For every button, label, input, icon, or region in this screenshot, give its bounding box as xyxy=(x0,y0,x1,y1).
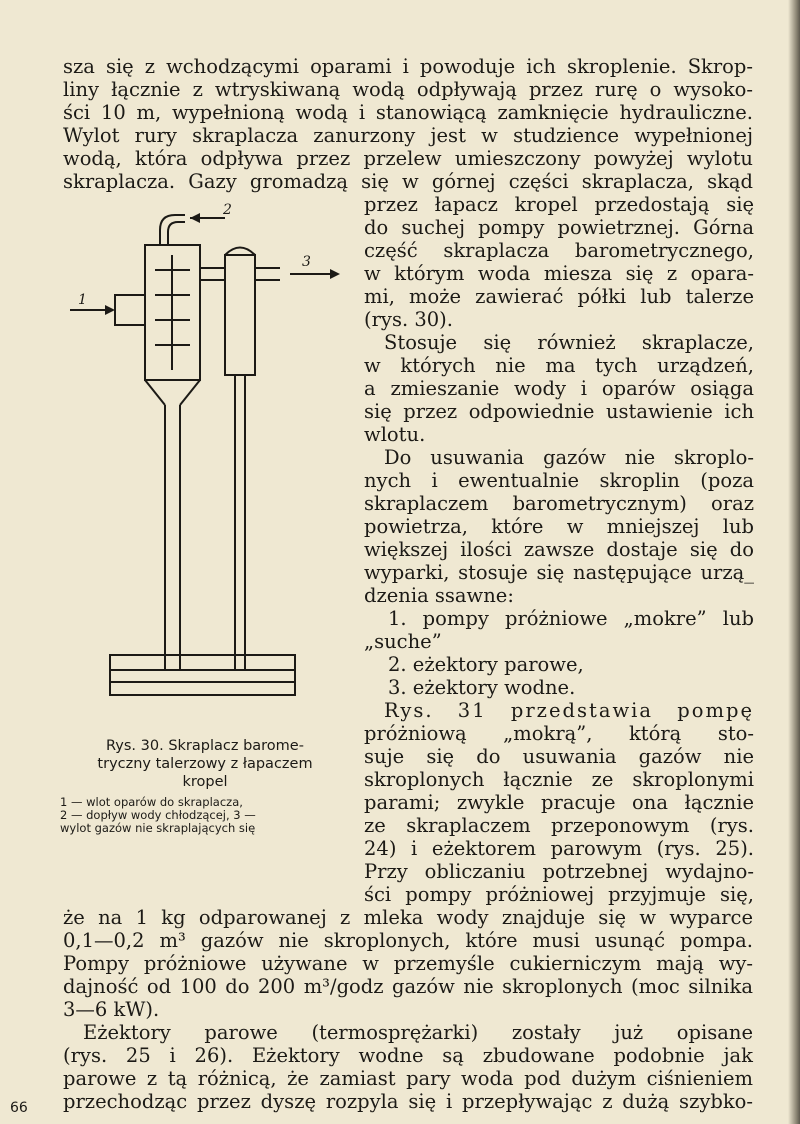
text-line: Wylot rury skraplacza zanurzony jest w studzience wypełnionej xyxy=(63,124,753,147)
text-line: że na 1 kg odparowanej z mleka wody znajduje się w wyparce xyxy=(63,906,753,929)
text-line: skroplonych łącznie ze skroplonymi xyxy=(364,768,754,791)
text-line: dajność od 100 do 200 m³/godz gazów nie skroplonych (moc silnika xyxy=(63,975,753,998)
text-line: (rys. 25 i 26). Eżektory wodne są zbudowane podobnie jak xyxy=(63,1044,753,1067)
text-line: ści 10 m, wypełnioną wodą i stanowiącą zamknięcie hydrauliczne. xyxy=(63,101,753,124)
text-line: dzenia ssawne: xyxy=(364,584,514,607)
text-line: a zmieszanie wody i oparów osiąga xyxy=(364,377,754,400)
text-line: powietrza, które w mniejszej lub xyxy=(364,515,754,538)
text-line: Stosuje się również skraplacze, xyxy=(384,331,754,354)
text-line: 24) i eżektorem parowym (rys. 25). xyxy=(364,837,754,860)
text-line: większej ilości zawsze dostaje się do xyxy=(364,538,754,561)
text-line: próżniową „mokrą”, którą sto- xyxy=(364,722,754,745)
text-line: do suchej pompy powietrznej. Górna xyxy=(364,216,754,239)
text-line: Do usuwania gazów nie skroplo- xyxy=(384,446,754,469)
label-2: 2 xyxy=(223,202,232,218)
text-line: 3—6 kW). xyxy=(63,998,160,1021)
text-line: ści pompy próżniowej przyjmuje się, xyxy=(364,883,754,906)
text-line: sza się z wchodzącymi oparami i powoduje ich skroplenie. Skrop- xyxy=(63,55,753,78)
text-line: skraplaczem barometrycznym) oraz xyxy=(364,492,754,515)
text-line: w których nie ma tych urządzeń, xyxy=(364,354,754,377)
text-line: liny łącznie z wtryskiwaną wodą odpływają przez rurę o wysoko- xyxy=(63,78,753,101)
drop-catcher xyxy=(225,255,255,375)
caption-legend-line: 1 — wlot oparów do skraplacza, xyxy=(60,795,243,809)
caption-legend-line: wylot gazów nie skraplających się xyxy=(60,821,256,835)
text-line: parowe z tą różnicą, że zamiast pary woda pod dużym ciśnieniem xyxy=(63,1067,753,1090)
text-line: nych i ewentualnie skroplin (poza xyxy=(364,469,754,492)
text-line: Przy obliczaniu potrzebnej wydajno- xyxy=(364,860,754,883)
text-line: skraplacza. Gazy gromadzą się w górnej części skraplacza, skąd xyxy=(63,170,753,193)
text-line: Pompy próżniowe używane w przemyśle cukierniczym mają wy- xyxy=(63,952,753,975)
label-3: 3 xyxy=(302,254,311,270)
text-line: przez łapacz kropel przedostają się xyxy=(364,193,754,216)
caption-title-line: Rys. 30. Skraplacz barome- xyxy=(106,738,304,754)
text-line: ze skraplaczem przeponowym (rys. xyxy=(364,814,754,837)
page-number: 66 xyxy=(10,1100,28,1116)
text-line: mi, może zawierać półki lub talerze xyxy=(364,285,754,308)
text-line: suje się do usuwania gazów nie xyxy=(364,745,754,768)
list-item: 3. eżektory wodne. xyxy=(388,676,576,699)
page-edge xyxy=(788,0,800,1124)
text-line: (rys. 30). xyxy=(364,308,453,331)
text-line: Rys. 31 przedstawia pompę xyxy=(384,699,754,722)
text-line: wodą, która odpływa przez przelew umieszczony powyżej wylotu xyxy=(63,147,753,170)
caption-legend-line: 2 — dopływ wody chłodzącej, 3 — xyxy=(60,808,256,822)
text-line: Eżektory parowe (termosprężarki) zostały już opisane xyxy=(83,1021,753,1044)
caption-title-line: kropel xyxy=(182,774,228,790)
text-line: się przez odpowiednie ustawienie ich xyxy=(364,400,754,423)
caption-title-line: tryczny talerzowy z łapaczem xyxy=(97,756,313,772)
label-1: 1 xyxy=(78,292,87,308)
list-item: „suche” xyxy=(364,630,442,653)
text-line: 0,1—0,2 m³ gazów nie skroplonych, które musi usunąć pompa. xyxy=(63,929,753,952)
text-line: część skraplacza barometrycznego, xyxy=(364,239,754,262)
text-line: parami; zwykle pracuje ona łącznie xyxy=(364,791,754,814)
text-line: wlotu. xyxy=(364,423,426,446)
text-line: w którym woda miesza się z opara- xyxy=(364,262,754,285)
text-line: przechodząc przez dyszę rozpyla się i przepływając z dużą szybko- xyxy=(63,1090,753,1113)
list-item: 1. pompy próżniowe „mokre” lub xyxy=(388,607,754,630)
vapor-inlet xyxy=(115,295,145,325)
water-well xyxy=(110,655,295,695)
text-line: wyparki, stosuje się następujące urzą_ xyxy=(364,561,754,584)
list-item: 2. eżektory parowe, xyxy=(388,653,584,676)
condenser-figure xyxy=(60,200,360,725)
